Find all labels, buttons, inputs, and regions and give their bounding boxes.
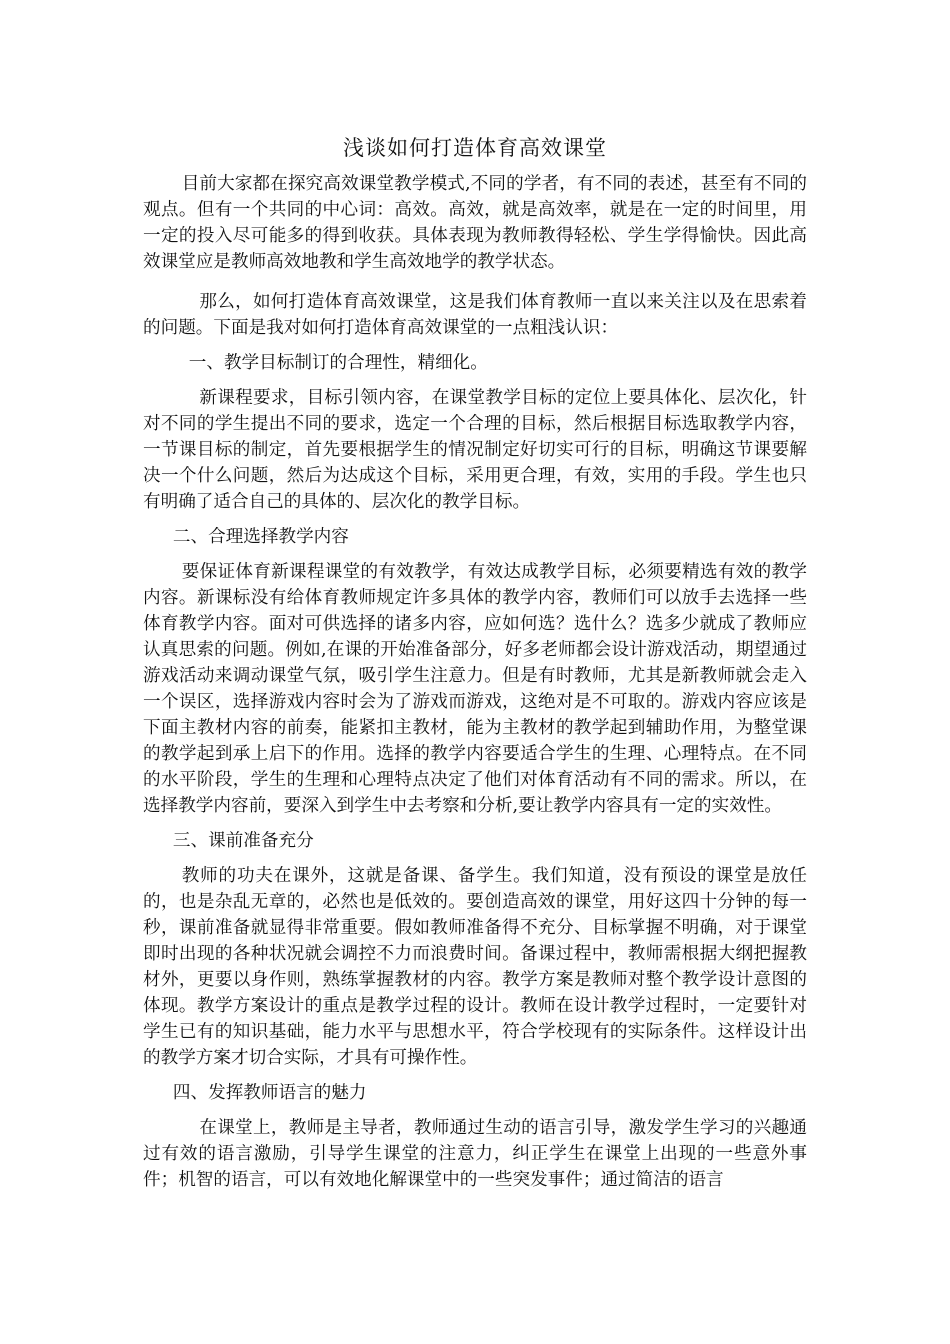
spacer xyxy=(143,550,807,559)
section-2-body: 要保证体育新课程课堂的有效教学，有效达成教学目标，必须要精选有效的教学内容。新课标没有给体育教师规定许多具体的教学内容，教师们可以放手去选择一些体育教学内容。面对可供选择的诸多内容，应如何选？选什么？选多少就成了教师应认真思索的问题。例如,在课的开始准备部分，好多老师都会设计游戏活动，期望通过游戏活动来调动课堂气氛，吸引学生注意力。但是有时教师，尤其是新教师就会走入一个误区，选择游戏内容时会为了游戏而游戏，这绝对是不可取的。游戏内容应该是下面主教材内容的前奏，能紧扣主教材，能为主教材的教学起到辅助作用，为整堂课的教学起到承上启下的作用。选择的教学内容要适合学生的生理、心理特点。在不同的水平阶段，学生的生理和心理特点决定了他们对体育活动有不同的需求。所以，在选择教学内容前，要深入到学生中去考察和分析,要让教学内容具有一定的实效性。 xyxy=(143,562,807,816)
section-1-body: 新课程要求，目标引领内容，在课堂教学目标的定位上要具体化、层次化，针对不同的学生提出不同的要求，选定一个合理的目标，然后根据目标选取教学内容，一节课目标的制定，首先要根据学生的情况制定好切实可行的目标，明确这节课要解决一个什么问题，然后为达成这个目标，采用更合理，有效，实用的手段。学生也只有明确了适合自己的具体的、层次化的教学目标。 xyxy=(143,388,807,512)
spacer xyxy=(143,515,807,524)
section-4-heading: 四、发挥教师语言的魅力 xyxy=(172,1083,367,1103)
section-4-body: 在课堂上，教师是主导者，教师通过生动的语言引导，激发学生学习的兴趣通过有效的语言激励，引导学生课堂的注意力，纠正学生在课堂上出现的一些意外事件；机智的语言，可以有效地化解课堂中的一些突发事件；通过简洁的语言 xyxy=(143,1118,807,1190)
document-page xyxy=(143,133,807,1193)
section-3-body: 教师的功夫在课外，这就是备课、备学生。我们知道，没有预设的课堂是放任的，也是杂乱无章的，必然也是低效的。要创造高效的课堂，用好这四十分钟的每一秒，课前准备就显得非常重要。假如教师准备得不充分、目标掌握不明确，对于课堂即时出现的各种状况就会调控不力而浪费时间。备课过程中，教师需根据大纲把握教材外，更要以身作则，熟练掌握教材的内容。教学方案是教师对整个教学设计意图的体现。教学方案设计的重点是教学过程的设计。教师在设计教学过程时，一定要针对学生已有的知识基础，能力水平与思想水平，符合学校现有的实际条件。这样设计出的教学方案才切合实际，才具有可操作性。 xyxy=(143,866,807,1068)
spacer xyxy=(143,341,807,350)
spacer xyxy=(143,1106,807,1115)
document-title: 浅谈如何打造体育高效课堂 xyxy=(343,136,607,160)
section-2-heading: 二、合理选择教学内容 xyxy=(172,527,349,547)
intro-paragraph: 目前大家都在探究高效课堂教学模式,不同的学者，有不同的表述，甚至有不同的观点。但有一个共同的中心词：高效。高效，就是高效率，就是在一定的时间里，用一定的投入尽可能多的得到收获。具体表现为教师教得轻松、学生学得愉快。因此高效课堂应是教师高效地教和学生高效地学的教学状态。 xyxy=(143,174,807,272)
section-3-heading: 三、课前准备充分 xyxy=(172,831,314,851)
spacer xyxy=(143,1071,807,1080)
spacer xyxy=(143,854,807,863)
section-1-heading: 一、教学目标制订的合理性，精细化。 xyxy=(188,353,488,373)
spacer xyxy=(143,376,807,385)
spacer xyxy=(143,819,807,828)
spacer xyxy=(143,275,807,289)
lead-paragraph: 那么，如何打造体育高效课堂，这是我们体育教师一直以来关注以及在思索着的问题。下面是我对如何打造体育高效课堂的一点粗浅认识： xyxy=(143,292,807,338)
